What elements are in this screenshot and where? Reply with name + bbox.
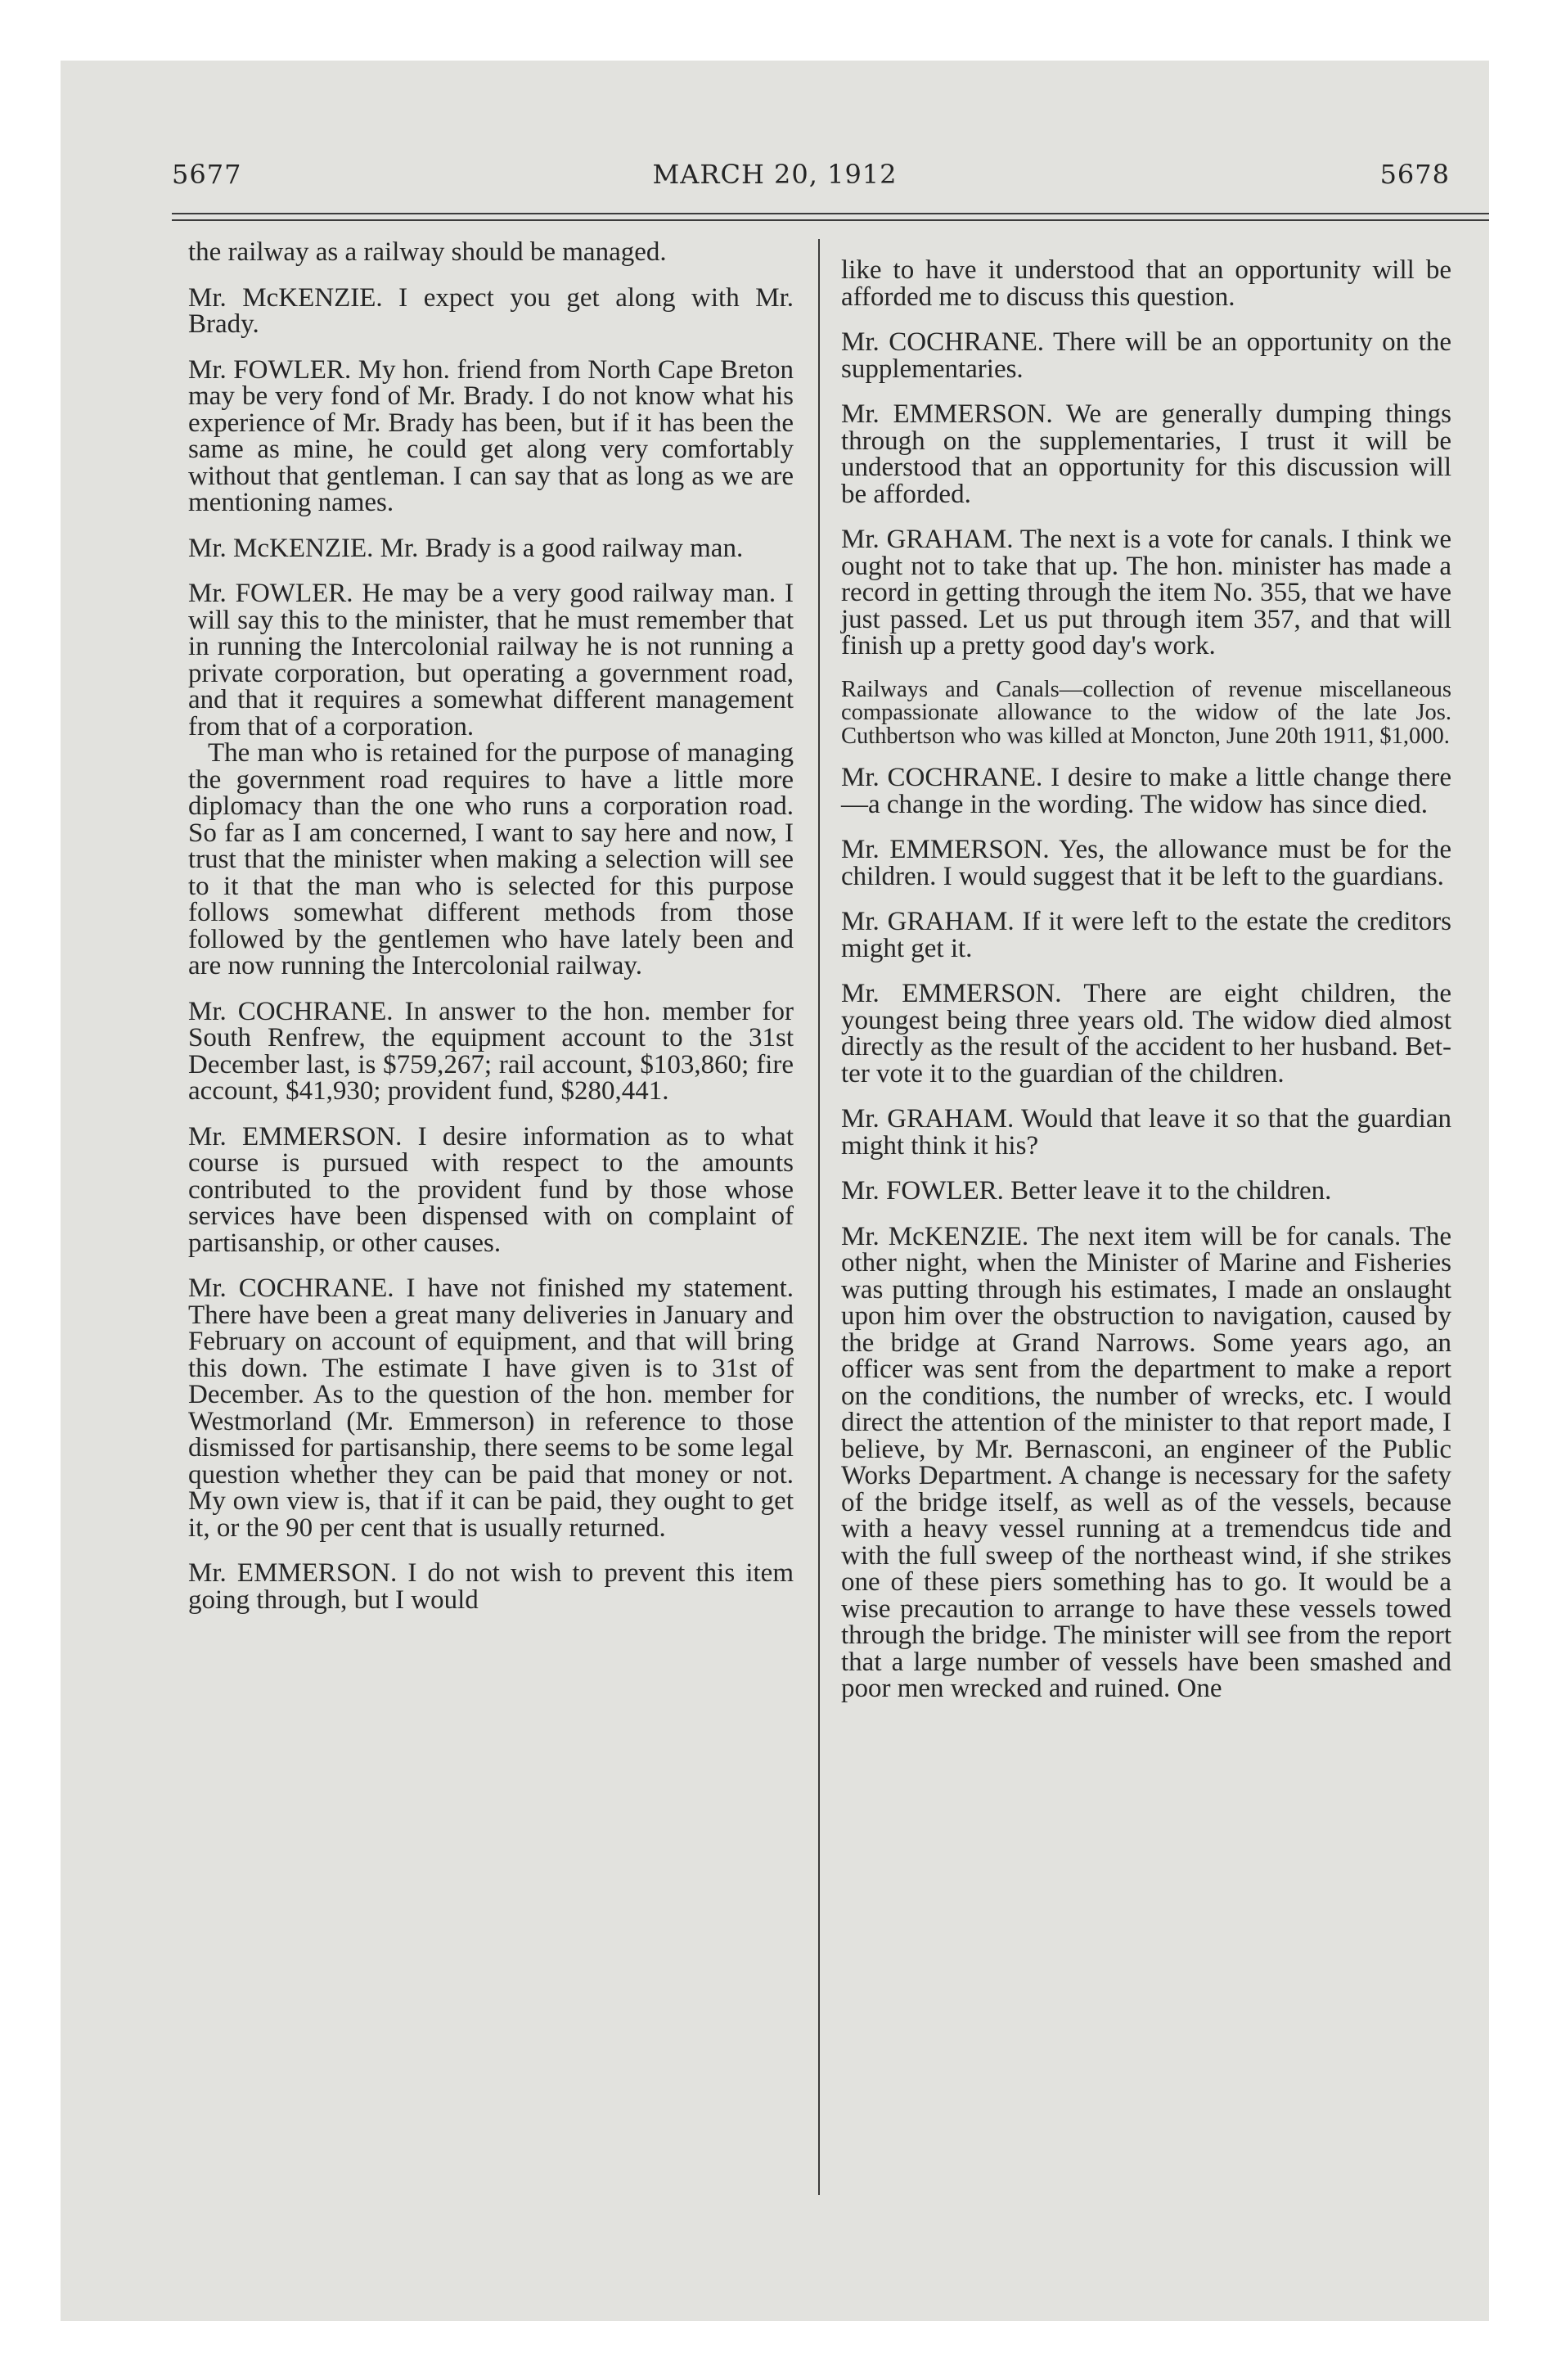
paragraph: Mr. McKENZIE. Mr. Brady is a good railway man.	[188, 533, 744, 563]
paragraph: Mr. EMMERSON. There are eight children, the youngest being three years old. The widow died almost directly as the result of the accident to her husband. Better vote it to the guardian of the children.	[841, 979, 1451, 1089]
page-number-left: 5677	[172, 159, 242, 190]
header-rule-top	[172, 213, 1489, 214]
paragraph: Mr. McKENZIE. The next item will be for canals. The other night, when the Minister of Marine and Fisheries was putting through his estimates, I made an onslaught upon him over the obstruction to navigation, caused by the bridge at Grand Narrows. Some years ago, an officer was sent from the department to make a report on the conditions, the number of wrecks, etc. I would direct the attention of the minister to that report made, I believe, by Mr. Bernasconi, an engineer of the Public Works Department. A change is necessary for the safety of the bridge itself, as well as of the vessels, because with a heavy vessel running at a tremendcus tide and with the full sweep of the northeast wind, if she strikes one of these piers something has to go. It would be a wise precaution to arrange to have these vessels towed through the bridge. The minister will see from the report that a large number of vessels have been smashed and poor men wrecked and ruined. One	[841, 1221, 1451, 1703]
paragraph: Mr. McKENZIE. I expect you get along with Mr. Brady.	[188, 282, 794, 339]
paragraph: Mr. FOWLER. He may be a very good railway man. I will say this to the minister, that he must remember that in running the Intercolonial railway he is not running a private corporation, but operating a government road, and that it requires a somewhat different management from that of a corporation.	[188, 579, 794, 741]
paragraph: Mr. FOWLER. My hon. friend from North Cape Breton may be very fond of Mr. Brady. I do not know what his experience of Mr. Brady has been, but if it has been the same as mine, he could get along very comfortably without that gentleman. I can say that as long as we are mentioning names.	[188, 354, 794, 517]
paragraph: Mr. GRAHAM. Would that leave it so that the guardian might think it his?	[841, 1104, 1451, 1161]
paragraph: Mr. EMMERSON. I do not wish to prevent this item going through, but I would	[188, 1558, 794, 1615]
page-number-right: 5678	[1379, 159, 1450, 190]
paragraph: Mr. EMMERSON. We are generally dumping things through on the supplementaries, I trust it will be understood that an opportunity for this discussion will be afforded.	[841, 399, 1451, 509]
paragraph: The man who is retained for the purpose of managing the government road requires to have a little more diplomacy than the one who runs a corporation road. So far as I am concerned, I want to say here and now, I trust that the minister when making a selection will see to it that the man who is selected for this purpose follows somewhat different methods from those followed by the gentlemen who have lately been and are now running the Intercolonial railway.	[188, 738, 794, 980]
paragraph: Mr. COCHRANE. In answer to the hon. member for South Renfrew, the equipment account to the 31st December last, is $759,267; rail account, $103,860; fire account, $41,930; provident fund, $280,441.	[188, 996, 794, 1106]
paragraph: Mr. COCHRANE. There will be an opportunity on the supplementaries.	[841, 327, 1451, 384]
paragraph: Mr. FOWLER. Better leave it to the children.	[841, 1176, 1332, 1206]
hansard-page	[61, 61, 1489, 2321]
paragraph: Mr. GRAHAM. The next is a vote for canals. I think we ought not to take that up. The hon. minister has made a record in getting through the item No. 355, that we have just passed. Let us put through item 357, and that will finish up a pretty good day's work.	[841, 525, 1451, 660]
paragraph: Mr. GRAHAM. If it were left to the estate the creditors might get it.	[841, 907, 1451, 963]
paragraph: Mr. EMMERSON. I desire information as to what course is pursued with respect to the amounts contributed to the provident fund by those whose services have been dispensed with on complaint of partisanship, or other causes.	[188, 1121, 794, 1258]
paragraph: Mr. EMMERSON. Yes, the allowance must be for the children. I would suggest that it be left to the guardians.	[841, 835, 1451, 891]
right-column	[841, 257, 1451, 1721]
paragraph: the railway as a railway should be managed.	[188, 237, 667, 267]
left-column	[188, 239, 794, 1632]
paragraph: Mr. COCHRANE. I have not finished my statement. There have been a great many deliveries in January and February on account of equipment, and that will bring this down. The estimate I have given is to 31st of December. As to the question of the hon. member for Westmorland (Mr. Emmerson) in reference to those dismissed for partisanship, there seems to be some legal question whether they can be paid that money or not. My own view is, that if it can be paid, they ought to get it, or the 90 per cent that is usually returned.	[188, 1273, 794, 1543]
paragraph: like to have it understood that an opportunity will be afforded me to discuss this question.	[841, 255, 1451, 312]
header-rule-bottom	[172, 219, 1489, 221]
paragraph: Mr. COCHRANE. I desire to make a little change there—a change in the wording. The widow has since died.	[841, 763, 1451, 819]
estimate-item: Railways and Canals—collection of revenue miscellaneous compassionate allowance to the widow of the late Jos. Cuthbertson who was killed at Moncton, June 20th 1911, $1,000.	[841, 676, 1451, 749]
column-divider	[818, 239, 820, 2195]
page-date-heading: MARCH 20, 1912	[652, 159, 898, 190]
